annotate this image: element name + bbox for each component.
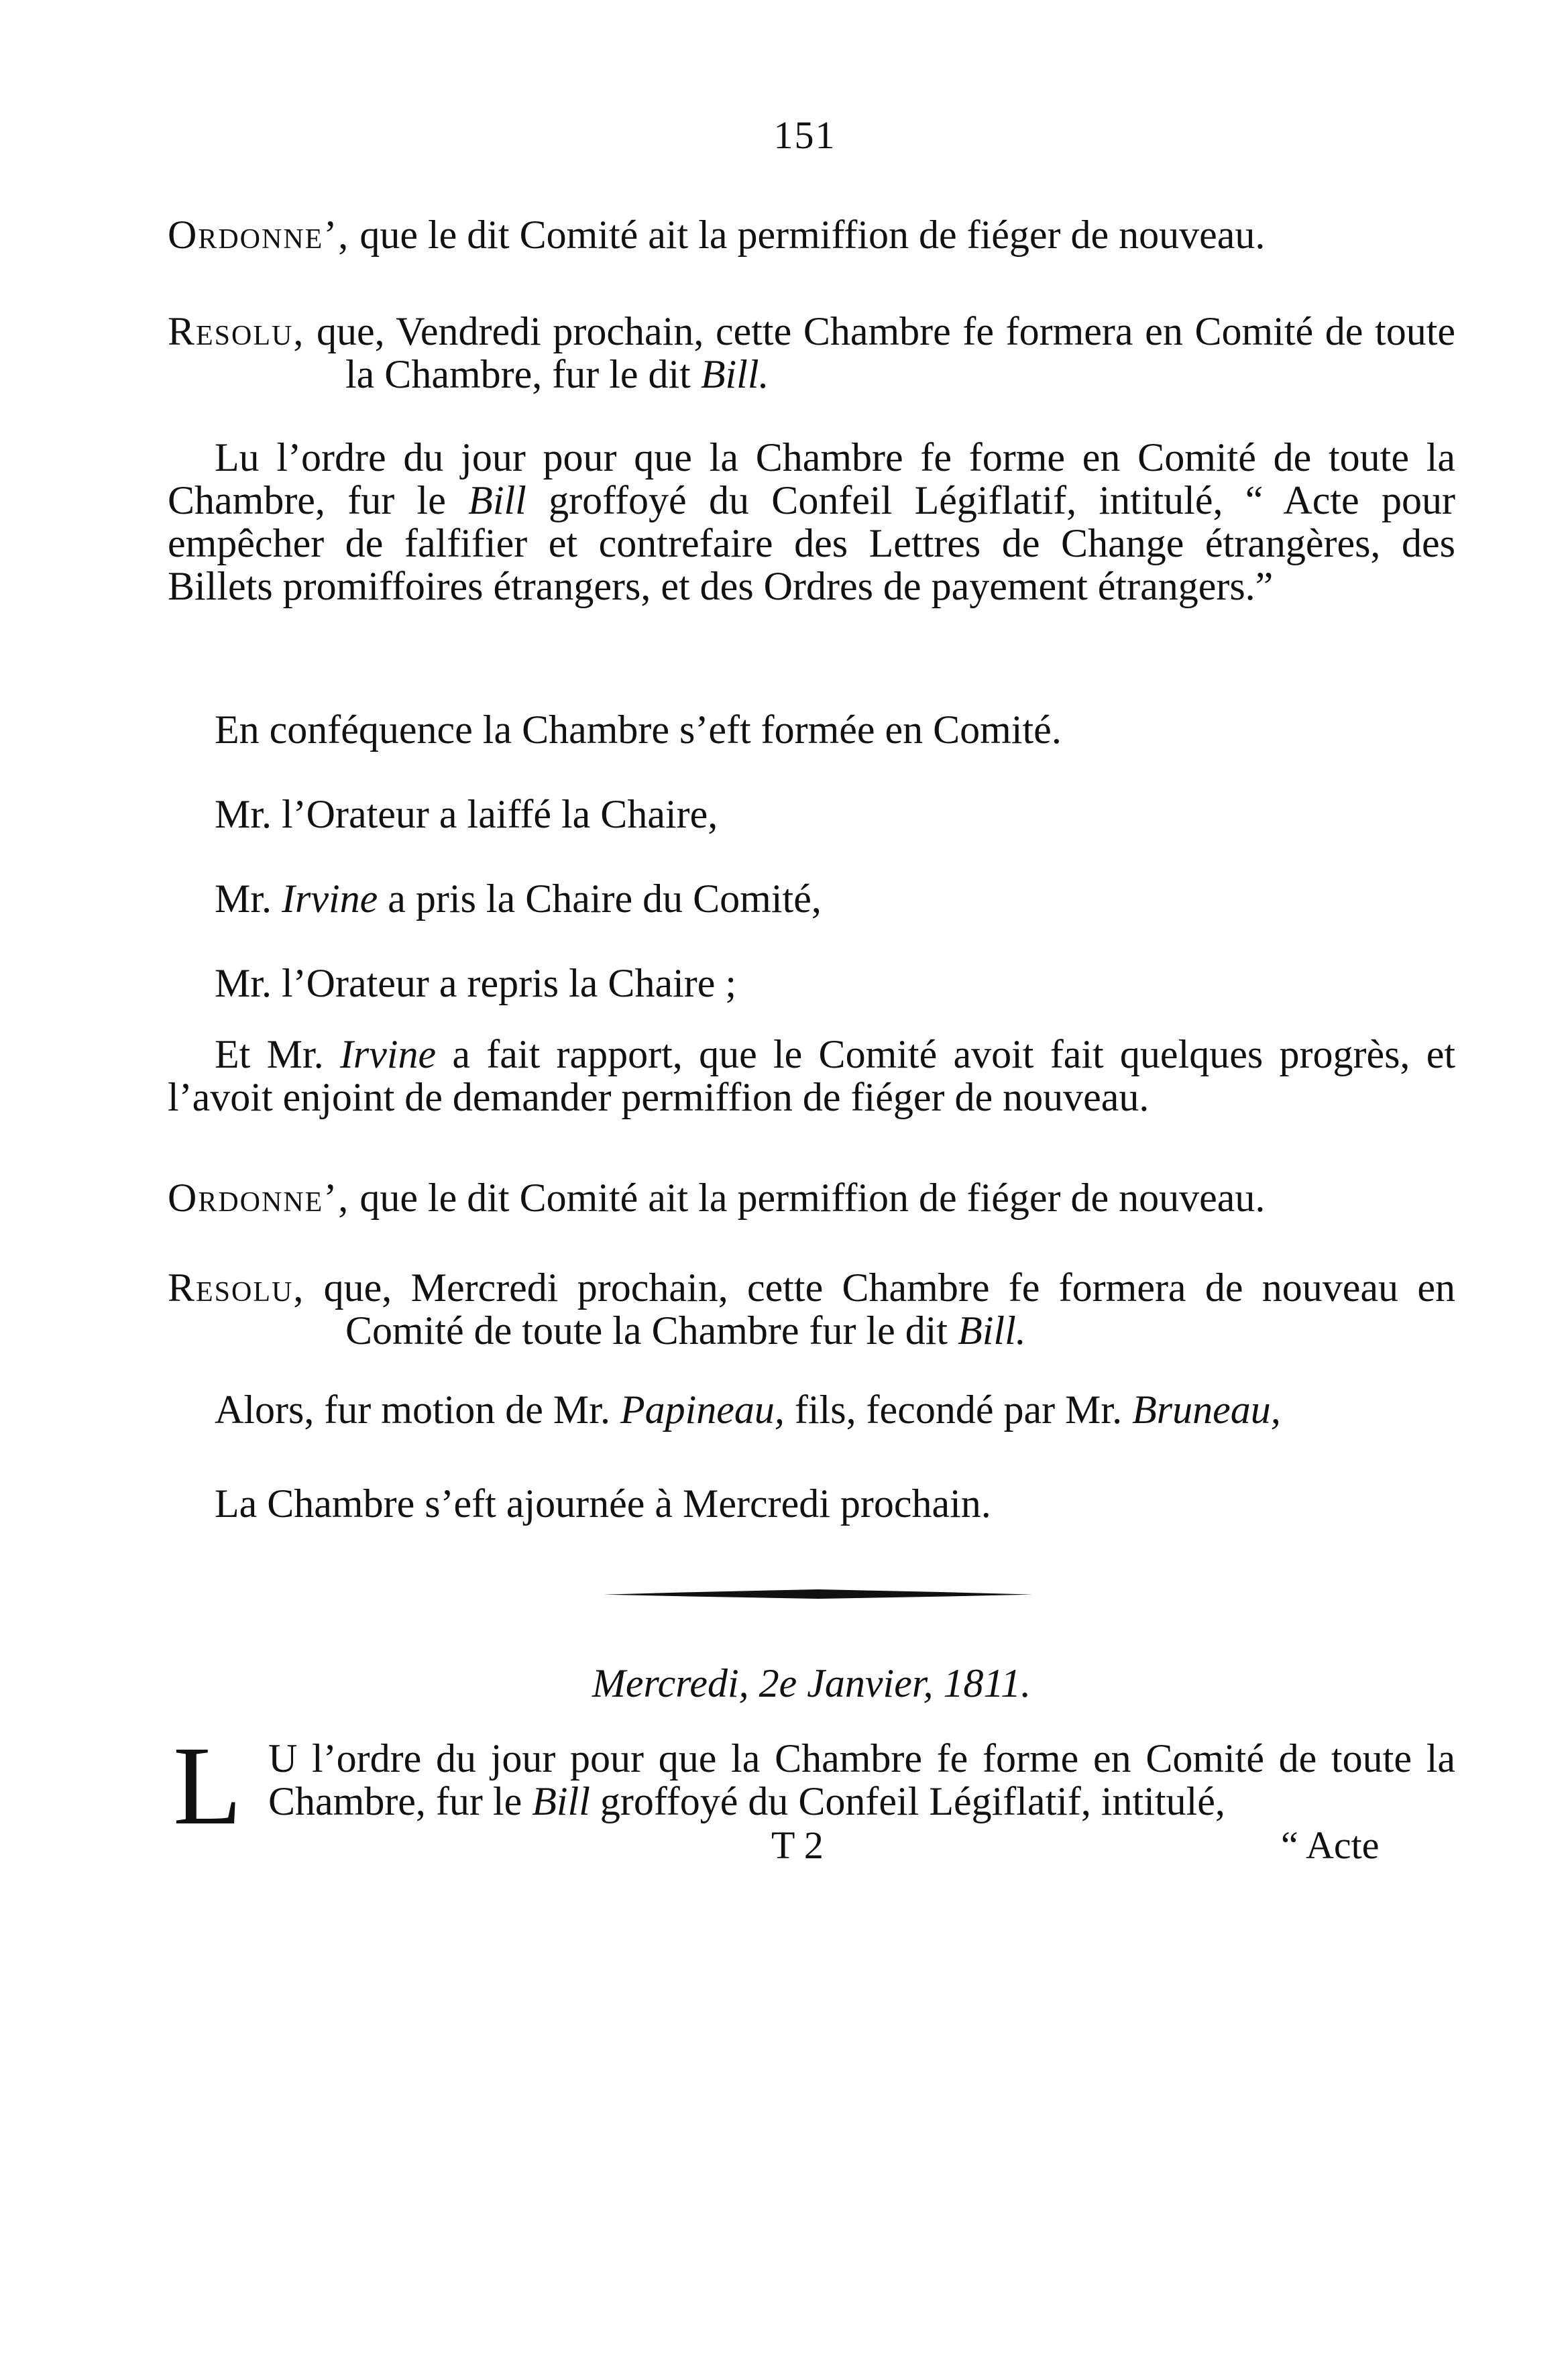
italic-name: Papineau, bbox=[620, 1388, 785, 1432]
lead-word: Resolu, bbox=[168, 309, 305, 353]
paragraph-text: Lu l’ordre du jour pour que la Chambre fe forme en Comité de toute la Chambre, fur le bbox=[168, 435, 1455, 522]
paragraph-ajournee: La Chambre s’eft ajournée à Mercredi prochain. bbox=[215, 1481, 991, 1526]
paragraph-text: a pris la Chaire du Comité, bbox=[378, 877, 822, 921]
paragraph-text: fils, fecondé par Mr. bbox=[784, 1388, 1133, 1432]
paragraph-ordonne-2 bbox=[168, 1176, 1455, 1219]
paragraph-text: Mr. bbox=[215, 877, 282, 921]
lead-word: Resolu, bbox=[168, 1265, 305, 1310]
italic-word: Bill. bbox=[700, 352, 769, 396]
lead-word: Ordonne’, bbox=[168, 213, 350, 257]
paragraph-alors-motion bbox=[215, 1388, 1462, 1431]
drop-cap: L bbox=[173, 1723, 242, 1848]
date-heading: Mercredi, 2e Janvier, 1811. bbox=[592, 1661, 1031, 1705]
italic-name: Bruneau, bbox=[1132, 1388, 1281, 1432]
italic-word: Bill bbox=[468, 478, 526, 522]
paragraph-text: que, Vendredi prochain, cette Chambre fe formera en Comité de toute la Chambre, fur le dit bbox=[304, 309, 1455, 396]
section-divider-rule bbox=[604, 1589, 1033, 1599]
paragraph-resolu-2 bbox=[168, 1266, 1455, 1352]
paragraph-text: a fait rapport, que le Comité avoit fait quelques progrès, et l’avoit enjoint de demander permiffion de fiéger de nouveau. bbox=[168, 1032, 1455, 1119]
paragraph-ordonne-1 bbox=[168, 213, 1455, 256]
paragraph-text: groffoyé du Confeil Légiflatif, intitulé, bbox=[590, 1779, 1225, 1823]
paragraph-text: Et Mr. bbox=[215, 1032, 340, 1076]
italic-name: Irvine bbox=[282, 877, 378, 921]
paragraph-irvine-rapport bbox=[168, 1033, 1455, 1119]
page-number: 151 bbox=[773, 113, 836, 157]
signature-mark: T 2 bbox=[771, 1823, 824, 1867]
paragraph-orateur-laisse: Mr. l’Orateur a laiffé la Chaire, bbox=[215, 792, 718, 836]
paragraph-text: que le dit Comité ait la permiffion de fiéger de nouveau. bbox=[349, 1176, 1266, 1220]
catchword: “ Acte bbox=[1281, 1823, 1380, 1867]
paragraph-text: que, Mercredi prochain, cette Chambre fe formera de nouveau en Comité de toute la Chambre fur le dit bbox=[304, 1265, 1455, 1353]
paragraph-text: groffoyé du Confeil Légiflatif, intitulé, “ Acte pour empêcher de falfifier et contrefaire des Lettres de Change étrangères, des Billets promiffoires étrangers, et des Ordres de payement étrangers.” bbox=[168, 478, 1455, 608]
paragraph-text: U l’ordre du jour pour que la Chambre fe forme en Comité de toute la Chambre, fur le bbox=[268, 1736, 1455, 1823]
italic-name: Irvine bbox=[339, 1032, 437, 1076]
lead-word: Ordonne’, bbox=[168, 1176, 350, 1220]
paragraph-irvine-chaire bbox=[215, 877, 1462, 920]
italic-word: Bill. bbox=[958, 1308, 1026, 1353]
paragraph-lu-ordre bbox=[168, 436, 1455, 608]
paragraph-text: que le dit Comité ait la permiffion de fiéger de nouveau. bbox=[349, 213, 1266, 257]
italic-word: Bill bbox=[532, 1779, 590, 1823]
paragraph-resolu-1 bbox=[168, 310, 1455, 396]
paragraph-text: Alors, fur motion de Mr. bbox=[215, 1388, 620, 1432]
paragraph-orateur-repris: Mr. l’Orateur a repris la Chaire ; bbox=[215, 961, 737, 1005]
paragraph-consequence: En conféquence la Chambre s’eft formée en Comité. bbox=[215, 708, 1062, 752]
paragraph-lu-ordre-2 bbox=[268, 1737, 1455, 1823]
